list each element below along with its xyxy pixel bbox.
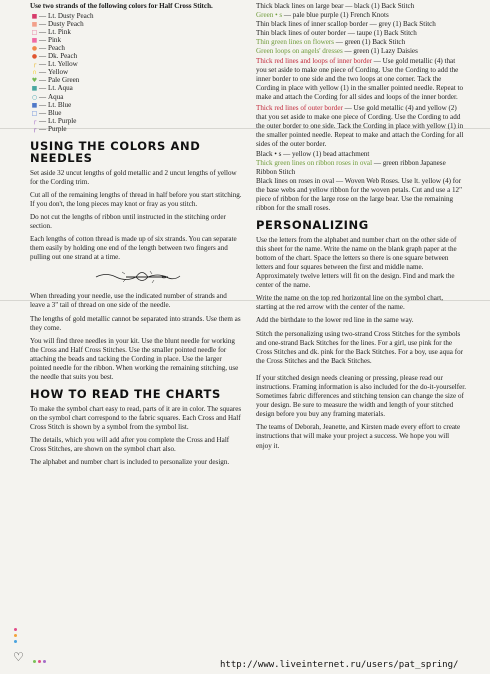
stitch-line (256, 11, 466, 20)
decor-dot (38, 660, 41, 663)
stitch-line: Thin black lines of outer border — taupe (1) Back Stitch (256, 29, 417, 38)
source-url: http://www.liveinternet.ru/users/pat_spring/ (220, 660, 459, 670)
heart-icon: ♡ (13, 650, 24, 664)
read-charts-heading: HOW TO READ THE CHARTS (30, 387, 221, 402)
paragraph: Add the birthdate to the lower red line in the same way. (256, 316, 414, 325)
dash-separator: — (39, 19, 47, 28)
stitch-symbol-icon: ■ (31, 101, 38, 109)
roses-paragraph: Black lines on roses in oval — Woven Web Roses. Use lt. yellow (4) for the base webs and yellow ribbon for the woven petals. Cut and use a 12" piece of ribbon for the large rose on the large bear. Use the remaining ribbon for the small roses. (256, 176, 463, 213)
dash-separator: — (39, 92, 47, 101)
left-column (30, 2, 243, 471)
color-key-item (30, 125, 243, 133)
stitch-symbol-icon: ♥ (31, 77, 38, 85)
inner-border-instructions (256, 57, 466, 102)
color-name: Dk. Peach (48, 52, 78, 61)
stitch-symbol-icon: ┌ (32, 117, 37, 125)
stitch-rest: — pale blue purple (1) French Knots (282, 11, 389, 20)
dash-separator: — (39, 35, 47, 44)
inner-border-lead: Thick red lines and loops of inner border (256, 56, 373, 65)
color-key-list (30, 12, 243, 133)
color-name: Yellow (48, 68, 69, 77)
paragraph: Write the name on the top red horizontal line on the symbol chart, starting at the red arrow with the center of the name. (256, 294, 444, 312)
stitch-line (256, 38, 466, 47)
stitch-symbol-icon: ● (31, 44, 38, 52)
dash-separator: — (39, 84, 47, 93)
stitch-rest: — green (1) Lazy Daisies (342, 47, 418, 56)
color-name: Peach (48, 43, 65, 52)
dash-separator: — (39, 100, 47, 109)
color-name: Dusty Peach (48, 19, 84, 28)
decor-dot (33, 660, 36, 663)
decor-dot (14, 640, 17, 643)
dash-separator: — (39, 76, 47, 85)
outer-border-instructions (256, 104, 466, 149)
stitch-lead: Green • s (256, 11, 283, 20)
ribbon-line (256, 159, 466, 177)
stitch-symbol-icon: ■ (31, 12, 38, 20)
swatch-title: Use two strands of the following colors for Half Cross Stitch. (30, 2, 213, 10)
stitch-symbol-icon: ■ (31, 36, 38, 44)
color-key-item (30, 28, 243, 36)
stitch-line (256, 47, 466, 56)
dash-separator: — (39, 108, 47, 117)
color-name: Lt. Pink (48, 27, 71, 36)
dash-separator: — (39, 11, 47, 20)
paragraph: Use the letters from the alphabet and number chart on the other side of this sheet for the name. Write the name on the blank graph paper at the bottom of the chart. Space the letters so there is one square between letters and four squares between the first and middle name. Approximately twelve letters will fit on the design. Find and mark the center of the name. (256, 235, 457, 290)
color-name: Lt. Blue (48, 100, 72, 109)
ribbon-rest: — green ribbon Japanese Ribbon Stitch (256, 158, 446, 176)
color-name: Lt. Dusty Peach (48, 11, 94, 20)
stitch-symbol-icon: ○ (31, 93, 38, 101)
bead-line: Black • s — yellow (1) bead attachment (256, 149, 370, 158)
ribbon-lead: Thick green lines on ribbon roses in oval (256, 158, 373, 167)
stitch-lead: Green loops on angels' dresses (256, 47, 343, 56)
paragraph: Set aside 32 uncut lengths of gold metallic and 2 uncut lengths of yellow for the Cording trim. (30, 168, 237, 186)
dash-separator: — (39, 124, 47, 133)
stitch-symbol-icon: ┌ (32, 61, 37, 69)
paragraph: Each lengths of cotton thread is made up of six strands. You can separate them easily by holding one end of the length between two fingers and pulling out one strand at a time. (30, 235, 237, 262)
stitch-symbol-icon: ■ (31, 85, 38, 93)
stitch-lead: Thin green lines on flowers (256, 38, 335, 47)
color-key-item (30, 101, 243, 109)
paragraph: The lengths of gold metallic cannot be separated into strands. Use them as they come. (30, 314, 241, 332)
stitch-line: Thick black lines on large bear — black (1) Back Stitch (256, 2, 415, 10)
color-name: Blue (48, 108, 62, 117)
stitch-symbol-icon: ∩ (32, 69, 37, 77)
paragraph: Stitch the personalizing using two-strand Cross Stitches for the symbols and one-strand Back Stitches for the lines. For a girl, use pink for the Cross Stitches and dk. pink for the Back Stitches. For a boy, use aqua for the Cross Stitches and the Back Stitches. (256, 329, 463, 365)
dash-separator: — (39, 43, 47, 52)
paragraph: To make the symbol chart easy to read, parts of it are in color. The squares on the symbol chart correspond to the fabric squares. Each Cross and Half Cross Stitch is shown by a symbol from the symbol list. (30, 404, 242, 431)
color-name: Lt. Aqua (48, 84, 73, 93)
color-name: Lt. Purple (48, 116, 77, 125)
paragraph: If your stitched design needs cleaning or pressing, please read our instructions. Framing information is also included for the do-it-yourselfer. Sometimes fabric differences and stitching tension can change the size of your design. Be sure to measure the width and length of your stitched design before you buy any framing materials. (256, 373, 467, 419)
decor-dot (14, 628, 17, 631)
dash-separator: — (39, 52, 47, 61)
dash-separator: — (39, 68, 47, 77)
right-column (256, 2, 466, 455)
color-name: Lt. Yellow (48, 60, 78, 69)
paragraph: Do not cut the lengths of ribbon until instructed in the stitching order section. (30, 212, 226, 230)
dash-separator: — (39, 116, 47, 125)
outer-border-text: — Use gold metallic (4) and yellow (2) that you set aside to make one piece of Cording. Use the Cording to add the outer border to one side. Tack the Cording in place with yellow (1) in the smaller pointed needle. Repeat to make and attach the Cording for all sides of the outer border. (256, 104, 464, 149)
decor-dot (14, 634, 17, 637)
using-colors-heading: USING THE COLORS AND NEEDLES (30, 138, 201, 165)
dash-separator: — (39, 27, 47, 36)
needle-thread-illustration (92, 266, 182, 286)
inner-border-text: — Use gold metallic (4) that you set aside to make one piece of Cording. Use the Cording to add the inner border to one side and the two loops at one corner. Tack the Cording in place with yellow (1) in the smaller pointed needle. Repeat to make and attach the Cording for all sides and loops of the inner border. (256, 56, 464, 101)
color-name: Pale Green (48, 76, 80, 85)
stitch-rest: — green (1) Back Stitch (334, 38, 406, 47)
paragraph: The alphabet and number chart is included to personalize your design. (30, 458, 230, 467)
dash-separator: — (39, 60, 47, 69)
paragraph: When threading your needle, use the indicated number of strands and leave a 3" tail of thread on one side of the needle. (30, 292, 227, 310)
paragraph: You will find three needles in your kit. Use the blunt needle for working the Cross and Half Cross Stitches. Use the smaller pointed needle for attaching the beads and tacking the Cording in place. Use the larger pointed needle for the ribbon. When working the remaining stitching, use the needle that suits you best. (30, 336, 239, 382)
stitch-symbol-icon: ● (31, 53, 38, 61)
stitch-symbol-icon: □ (31, 28, 38, 36)
stitch-symbol-icon: ┌ (32, 125, 37, 133)
stitch-line: Thin black lines of inner scallop border — grey (1) Back Stitch (256, 20, 436, 29)
stitch-symbol-icon: ■ (31, 20, 38, 28)
color-name: Aqua (48, 92, 64, 101)
outer-border-lead: Thick red lines of outer border (256, 104, 343, 113)
paragraph: The teams of Deborah, Jeanette, and Kirsten made every effort to create instructions that will make your project a success. We hope you will enjoy it. (256, 423, 461, 450)
paragraph: Cut all of the remaining lengths of thread in half before you start stitching. If you don't, the long pieces may knot or fray as you stitch. (30, 190, 242, 208)
paragraph: The details, which you will add after you complete the Cross and Half Cross Stitches, are shown on the symbol chart also. (30, 435, 230, 454)
stitch-symbol-icon: □ (31, 109, 38, 117)
decor-dot (43, 660, 46, 663)
color-name: Purple (48, 124, 67, 133)
color-name: Pink (48, 35, 62, 44)
personalizing-heading: PERSONALIZING (256, 218, 369, 233)
